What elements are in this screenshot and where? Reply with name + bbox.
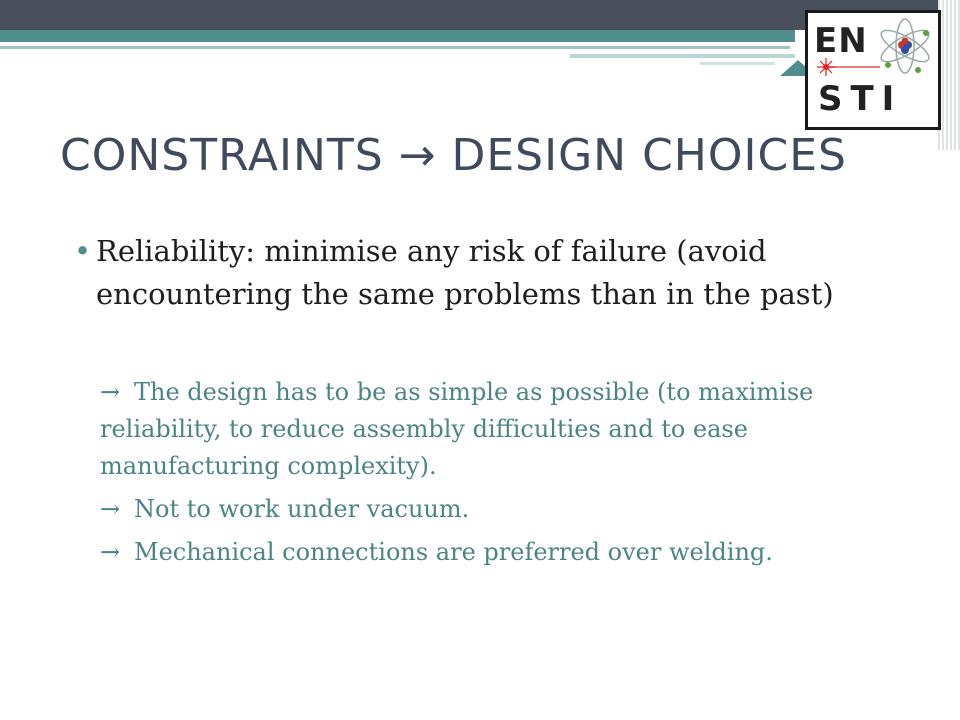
sub-bullet-item — [100, 374, 890, 485]
right-arrow-icon: → — [100, 495, 121, 523]
sub-bullet-list — [100, 374, 890, 577]
bullet-dot-icon: • — [74, 234, 92, 268]
laser-icon — [812, 57, 882, 77]
accent-line — [700, 62, 775, 65]
sub-bullet-item — [100, 534, 890, 571]
right-arrow-icon: → — [100, 378, 121, 406]
atom-icon — [874, 15, 936, 77]
main-bullet — [74, 230, 874, 316]
accent-line — [0, 46, 790, 49]
logo-text-top: EN — [814, 21, 868, 61]
logo-text-bottom: STI — [818, 79, 903, 119]
enst-logo — [805, 10, 941, 130]
edge-pinstripes — [938, 0, 960, 150]
main-bullet-text: Reliability: minimise any risk of failure (avoid encountering the same problems than in the past) — [96, 234, 834, 311]
sub-bullet-item — [100, 491, 890, 528]
sub-bullet-text: The design has to be as simple as possible (to maximise reliability, to reduce assembly difficulties and to ease manufacturing complexity). — [100, 378, 814, 480]
slide-title: CONSTRAINTS → DESIGN CHOICES — [60, 130, 847, 181]
accent-line — [570, 54, 795, 58]
accent-band — [0, 30, 795, 42]
right-arrow-icon: → — [100, 538, 121, 566]
sub-bullet-text: Mechanical connections are preferred over welding. — [134, 538, 773, 566]
sub-bullet-text: Not to work under vacuum. — [134, 495, 470, 523]
